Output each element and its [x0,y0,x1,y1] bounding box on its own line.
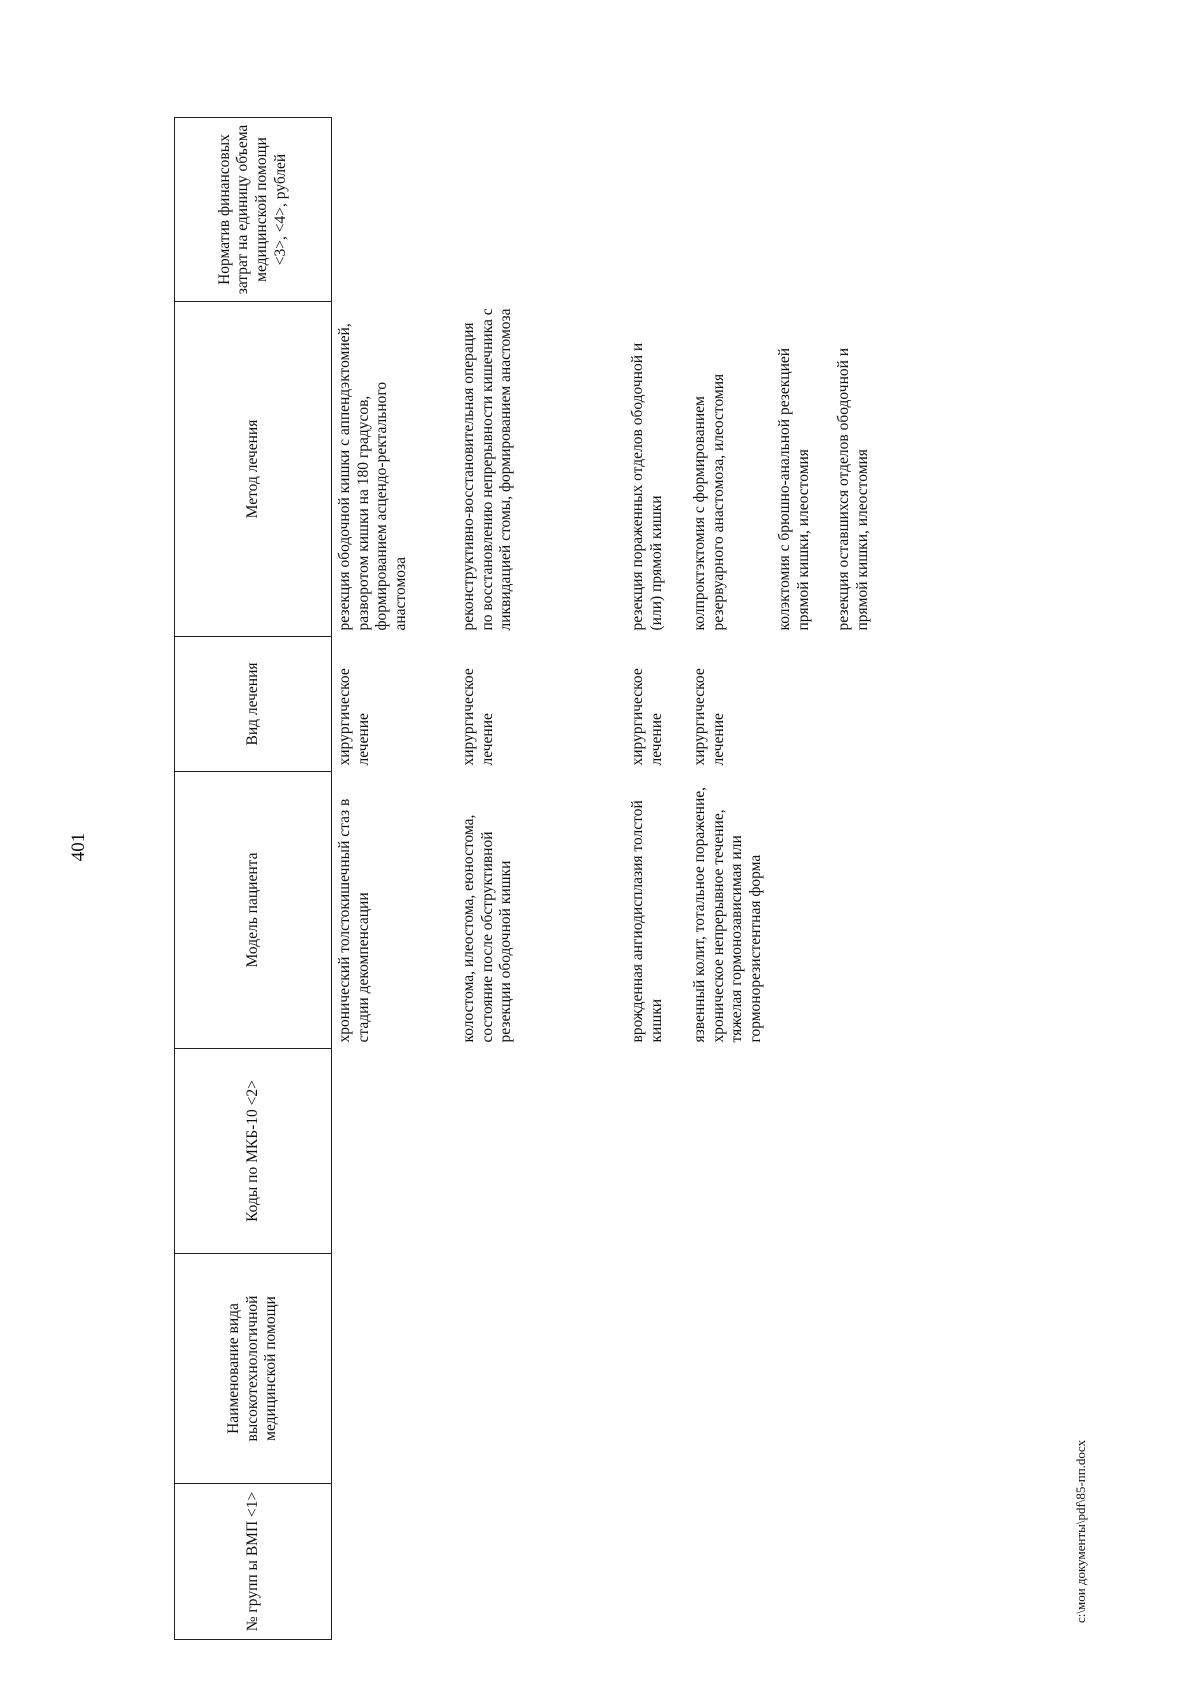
icd-codes-cell [685,1049,873,1254]
cost-norm-cell [625,118,685,302]
treatment-method-cell [625,302,685,637]
treatment-method: колпроктэктомия с формированием резервуарного анастомоза, илеостомия [691,373,727,631]
treatment-method: реконструктивно-восстановительная операция по восстановлению непрерывности кишечника с ликвидацией стомы, формированием анастомоза [460,308,515,631]
cost-norm-cell [685,118,873,302]
treatment-type-cell: хирургическое лечение [629,668,665,766]
patient-model-cell: хронический толстокишечный стаз в стадии декомпенсации [336,798,372,1043]
table-row [685,118,873,1640]
treatment-type-cell: хирургическое лечение [336,668,372,766]
group-number-cell [625,1484,685,1640]
treatment-method: резекция ободочной кишки с аппендэктомией, разворотом кишки на 180 градусов, формированием асцендо-ректального анастомоза [336,323,409,631]
header-patient-model: Модель пациента [175,772,332,1049]
header-treatment-type: Вид лечения [175,637,332,772]
icd-codes-cell [456,1049,625,1254]
header-treatment-method: Метод лечения [175,302,332,637]
patient-model-cell: колостома, илеостома, еюностома, состояние после обструктивной резекции ободочной кишки [460,814,515,1043]
icd-codes-cell [625,1049,685,1254]
header-icd-codes: Коды по МКБ-10 <2> [175,1049,332,1254]
header-group-number: № групп ы ВМП <1> [175,1484,332,1640]
group-number-cell [456,1484,625,1640]
header-cost-norm: Норматив финансовых затрат на единицу объема медицинской помощи <3>, <4>, рублей [175,118,332,302]
vmp-name-cell [456,1254,625,1484]
cost-norm-cell [332,118,457,302]
treatment-method-cell [685,302,873,637]
vmp-name-cell [332,1254,457,1484]
treatment-type-cell: хирургическое лечение [460,668,496,766]
table-row [332,118,457,1640]
treatment-method: колэктомия с брюшно-анальной резекцией прямой кишки, илеостомия [776,347,812,631]
treatment-method-cell [456,302,625,637]
treatment-type-cell: хирургическое лечение [691,668,727,766]
header-vmp-name: Наименование вида высокотехнологичной медицинской помощи [175,1254,332,1484]
table-row [625,118,685,1640]
page-number: 401 [68,832,89,862]
footer-file-path: c:\мои документы\pdf\85-пп.docx [1073,1439,1088,1623]
vmp-name-cell [625,1254,685,1484]
group-number-cell [332,1484,457,1640]
table-row [456,118,625,1640]
table-header-row [175,118,332,1640]
cost-norm-cell [456,118,625,302]
group-number-cell [685,1484,873,1640]
treatment-method: резекция оставшихся отделов ободочной и прямой кишки, илеостомия [835,347,871,631]
treatment-method: резекция пораженных отделов ободочной и (или) прямой кишки [629,342,665,631]
patient-model-cell: язвенный колит, тотальное поражение, хроническое непрерывное течение, тяжелая гормонозависимая или гормонорезистентная форма [691,786,764,1043]
patient-model-cell: врожденная ангиодисплазия толстой кишки [629,800,665,1043]
icd-codes-cell [332,1049,457,1254]
vmp-name-cell [685,1254,873,1484]
vmp-table [174,117,873,1640]
treatment-method-cell [332,302,457,637]
